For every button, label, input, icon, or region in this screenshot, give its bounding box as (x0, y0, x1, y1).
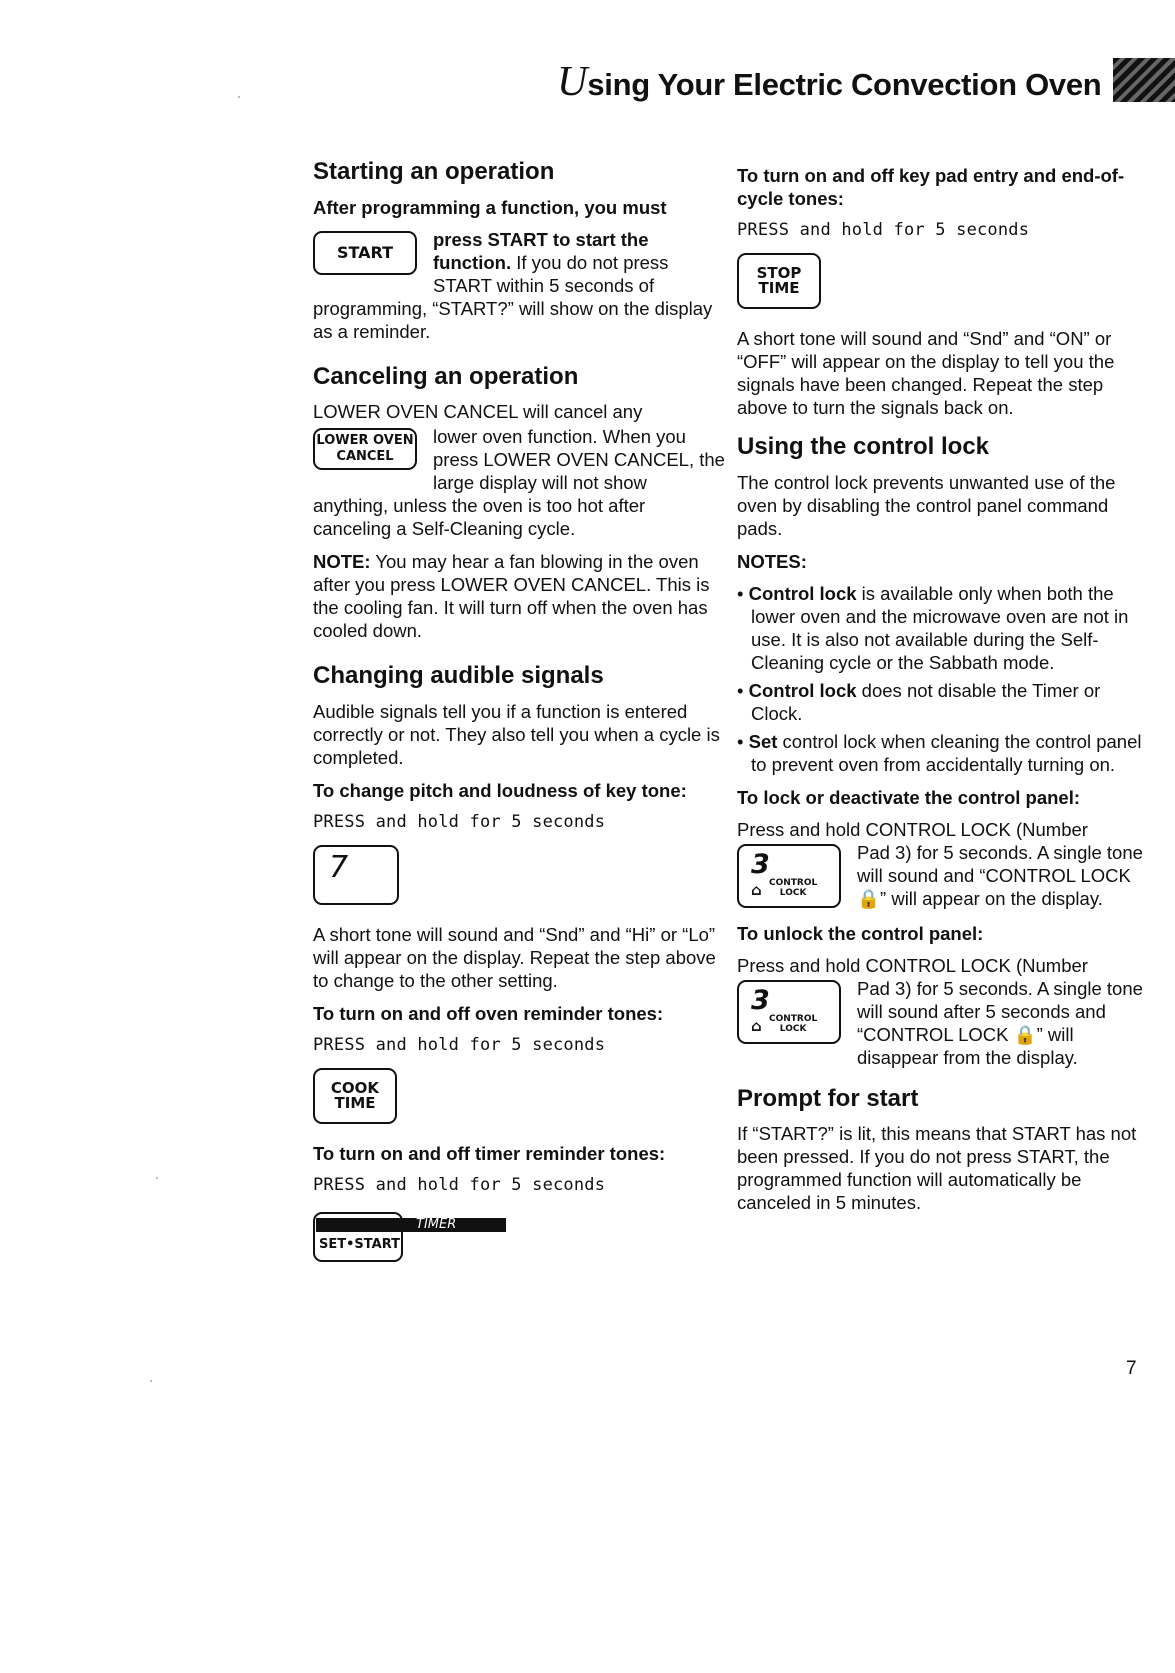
starting-block (313, 228, 725, 343)
canceling-heading: Canceling an operation (313, 362, 579, 390)
pitch-result: A short tone will sound and “Snd” and “Hi” or “Lo” will appear on the display. Repeat the step above to change to the other setting. (313, 923, 716, 991)
notes-label: NOTES: (737, 550, 807, 572)
starting-text: If you do not press START within 5 seconds of programming, “START?” will show on the display as a reminder. (313, 251, 713, 342)
notes-list (737, 582, 1149, 776)
unlock-heading: To unlock the control panel: (737, 922, 984, 944)
lock-lead: Press and hold CONTROL LOCK (Number (737, 818, 1088, 840)
left-column (313, 158, 725, 1274)
scan-speck (156, 1177, 158, 1179)
note-item: • Set control lock when cleaning the control panel to prevent oven from accidentally turning on. (737, 730, 1142, 775)
lock-icon: ⌂ (751, 880, 762, 899)
unlock-text: Pad 3) for 5 seconds. A single tone will sound after 5 seconds and “CONTROL LOCK 🔒” will disappear from the display. (857, 977, 1143, 1068)
control-lock-key-number: 3 (751, 984, 770, 1016)
note-item: • Control lock is available only when both the lower oven and the microwave oven are not in use. It is also not available during the Self-Cleaning cycle or the Sabbath mode. (737, 582, 1129, 673)
lower-oven-key-line1: LOWER OVEN (316, 433, 414, 449)
stop-key-line1: STOP (756, 264, 802, 282)
start-key-icon (313, 231, 417, 275)
canceling-block (313, 425, 725, 540)
cook-time-key-icon (313, 1068, 397, 1124)
audible-intro: Audible signals tell you if a function is entered correctly or not. They also tell you when a cycle is completed. (313, 700, 720, 768)
page-number: 7 (1126, 1358, 1137, 1379)
timer-reminder-heading: To turn on and off timer reminder tones: (313, 1142, 666, 1164)
unlock-lead: Press and hold CONTROL LOCK (Number (737, 954, 1088, 976)
timer-set-start-key-icon (313, 1208, 508, 1264)
note-item-text: is available only when both the lower oven and the microwave oven are not in use. It is also not available during the Self-Cleaning cycle or the Sabbath mode. (751, 582, 1129, 673)
note-item: • Control lock does not disable the Timer or Clock. (737, 679, 1101, 724)
keypad-tones-result: A short tone will sound and “Snd” and “ON” or “OFF” will appear on the display to tell you the signals have been changed. Repeat the step above to turn the signals back on. (737, 328, 1115, 418)
note-item-bold: Control lock (748, 582, 857, 604)
keypad-tones-press: PRESS and hold for 5 seconds (737, 220, 1030, 240)
starting-bold: press START to start the function. (433, 228, 649, 273)
control-lock-key-sub2: LOCK (779, 887, 807, 898)
title-initial: U (557, 59, 588, 105)
timer-key-bar: TIMER (316, 1218, 506, 1232)
control-lock-key-label (769, 878, 817, 898)
canceling-lead: LOWER OVEN CANCEL will cancel any (313, 401, 643, 423)
start-key-label: START (336, 242, 394, 262)
note-item-text: does not disable the Timer or Clock. (751, 679, 1101, 724)
control-lock-key-label (769, 1014, 817, 1034)
note-item-text: control lock when cleaning the control panel to prevent oven from accidentally turning on. (751, 730, 1142, 775)
timer-reminder-press: PRESS and hold for 5 seconds (313, 1174, 606, 1195)
canceling-note (313, 550, 725, 642)
stop-key-line2: TIME (758, 279, 800, 297)
unlock-block (737, 977, 1149, 1069)
number-7-key-icon (313, 845, 399, 905)
lower-oven-key-line2: CANCEL (336, 449, 394, 465)
note-item-bold: Set (748, 730, 778, 752)
timer-key-label: SET•START (319, 1236, 400, 1252)
prompt-text: If “START?” is lit, this means that START has not been pressed. If you do not press START, the programmed function will automatically be canceled in 5 minutes. (737, 1123, 1137, 1214)
control-lock-key-sub1: CONTROL (769, 877, 818, 888)
note-text: You may hear a fan blowing in the oven after you press LOWER OVEN CANCEL. This is the cooling fan. It will turn off when the oven has cooled down. (313, 551, 710, 642)
lock-block (737, 841, 1149, 912)
lock-heading: To lock or deactivate the control panel: (737, 786, 1080, 808)
page-header (557, 52, 1175, 112)
control-lock-key-sub1: CONTROL (769, 1013, 818, 1024)
control-lock-key-sub2: LOCK (779, 1023, 807, 1034)
starting-lead: After programming a function, you must (313, 196, 667, 218)
scan-speck (150, 1380, 152, 1382)
control-lock-heading: Using the control lock (737, 433, 990, 460)
title-rest: sing Your Electric Convection Oven (587, 67, 1102, 102)
right-column (737, 158, 1149, 1224)
starting-heading: Starting an operation (313, 158, 555, 185)
note-item-bold: Control lock (748, 679, 857, 701)
header-tab-graphic (1113, 58, 1175, 102)
control-lock-key-icon (737, 980, 841, 1044)
control-lock-intro: The control lock prevents unwanted use of the oven by disabling the control panel command pads. (737, 471, 1116, 539)
note-label: NOTE: (313, 551, 371, 573)
control-lock-key-icon (737, 844, 841, 908)
prompt-heading: Prompt for start (737, 1084, 919, 1112)
lower-oven-cancel-key-icon (313, 428, 417, 470)
page-title (557, 58, 1101, 106)
pitch-heading: To change pitch and loudness of key tone: (313, 779, 687, 801)
audible-heading: Changing audible signals (313, 662, 604, 690)
seven-key-label: 7 (329, 849, 349, 885)
canceling-text: lower oven function. When you press LOWER OVEN CANCEL, the large display will not show anything, unless the oven is too hot after canceling a Self-Cleaning cycle. (313, 426, 725, 540)
control-lock-key-number: 3 (751, 848, 770, 880)
pitch-press: PRESS and hold for 5 seconds (313, 811, 606, 832)
oven-reminder-heading: To turn on and off oven reminder tones: (313, 1002, 664, 1024)
lock-icon: ⌂ (751, 1016, 762, 1035)
cook-key-line1: COOK (330, 1078, 380, 1097)
scan-speck (238, 96, 240, 98)
stop-time-key-icon (737, 253, 821, 309)
lock-text: Pad 3) for 5 seconds. A single tone will sound and “CONTROL LOCK 🔒” will appear on the display. (857, 841, 1143, 909)
cook-key-line2: TIME (334, 1093, 376, 1112)
oven-reminder-press: PRESS and hold for 5 seconds (313, 1034, 606, 1055)
keypad-tones-heading: To turn on and off key pad entry and end-of-cycle tones: (737, 165, 1125, 209)
